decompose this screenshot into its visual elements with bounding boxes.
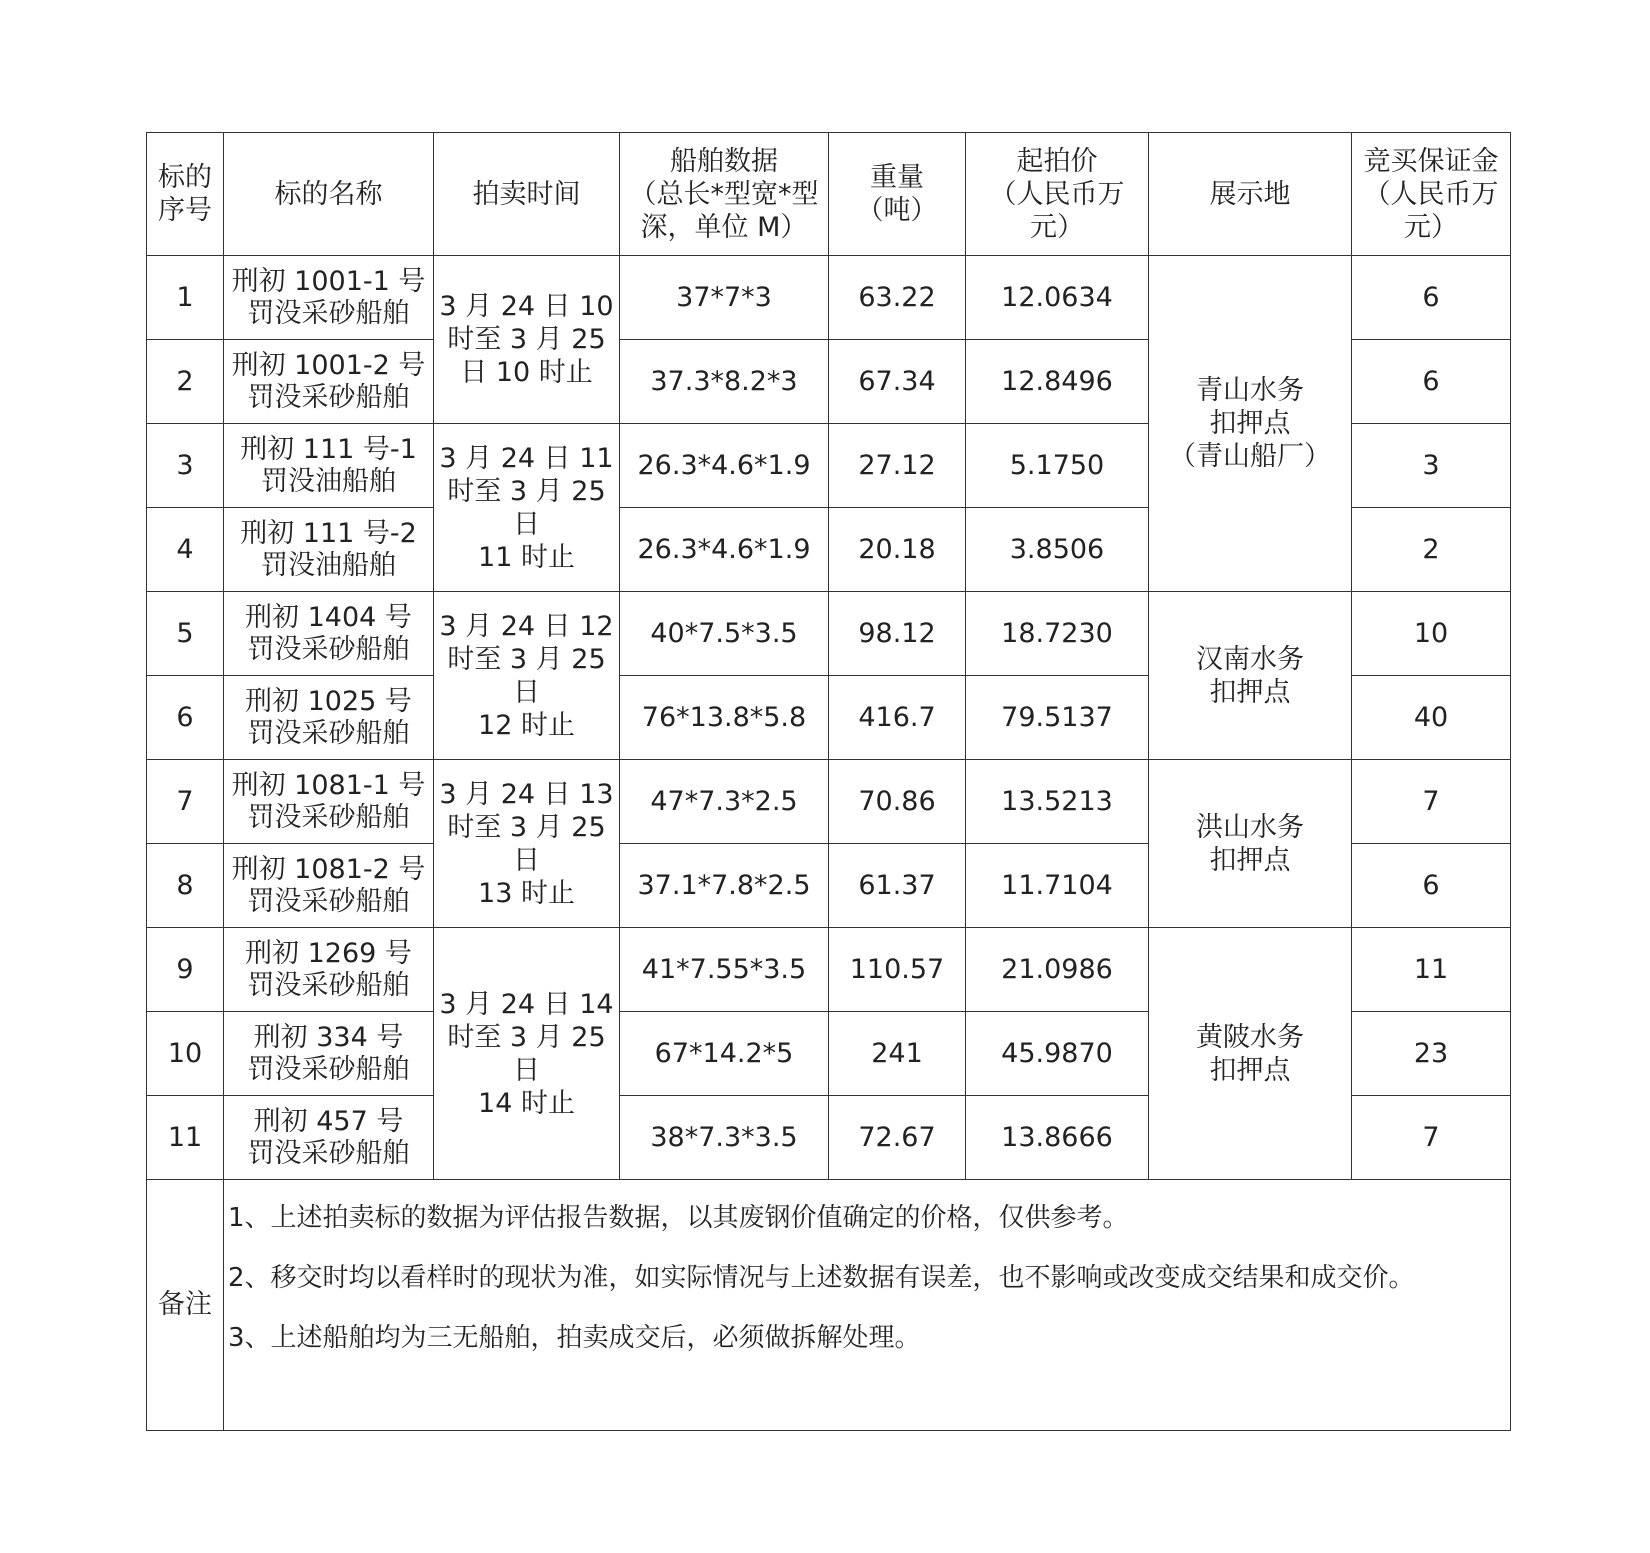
cell-display-place: 青山水务 扣押点 （青山船厂）	[1149, 256, 1352, 592]
cell-name: 刑初 1081-2 号 罚没采砂船舶	[224, 844, 434, 928]
cell-deposit: 2	[1352, 508, 1511, 592]
cell-start-price: 13.8666	[966, 1096, 1149, 1180]
cell-seq: 3	[147, 424, 224, 508]
cell-name: 刑初 1001-2 号 罚没采砂船舶	[224, 340, 434, 424]
cell-auction-time: 3 月 24 日 14 时至 3 月 25 日 14 时止	[434, 928, 620, 1180]
cell-seq: 4	[147, 508, 224, 592]
table-row	[147, 928, 1511, 1012]
auction-table	[146, 132, 1511, 1431]
note-item: 2、移交时均以看样时的现状为准，如实际情况与上述数据有误差，也不影响或改变成交结果和成交价。	[228, 1263, 1415, 1293]
cell-seq: 2	[147, 340, 224, 424]
header-row	[147, 133, 1511, 256]
cell-ship-data: 37*7*3	[620, 256, 829, 340]
notes-content	[224, 1180, 1511, 1431]
header-display-place: 展示地	[1149, 133, 1352, 256]
cell-deposit: 11	[1352, 928, 1511, 1012]
cell-seq: 1	[147, 256, 224, 340]
header-time: 拍卖时间	[434, 133, 620, 256]
cell-deposit: 40	[1352, 676, 1511, 760]
header-name: 标的名称	[224, 133, 434, 256]
cell-deposit: 7	[1352, 1096, 1511, 1180]
cell-seq: 11	[147, 1096, 224, 1180]
cell-display-place: 洪山水务 扣押点	[1149, 760, 1352, 928]
cell-start-price: 13.5213	[966, 760, 1149, 844]
cell-name: 刑初 1404 号 罚没采砂船舶	[224, 592, 434, 676]
cell-ship-data: 26.3*4.6*1.9	[620, 508, 829, 592]
header-start-price: 起拍价 （人民币万 元）	[966, 133, 1149, 256]
cell-start-price: 5.1750	[966, 424, 1149, 508]
cell-deposit: 23	[1352, 1012, 1511, 1096]
cell-name: 刑初 457 号 罚没采砂船舶	[224, 1096, 434, 1180]
table-row	[147, 256, 1511, 340]
cell-weight: 67.34	[829, 340, 966, 424]
cell-name: 刑初 1001-1 号 罚没采砂船舶	[224, 256, 434, 340]
header-deposit: 竞买保证金 （人民币万 元）	[1352, 133, 1511, 256]
note-item: 1、上述拍卖标的数据为评估报告数据，以其废钢价值确定的价格，仅供参考。	[228, 1203, 1129, 1233]
cell-start-price: 3.8506	[966, 508, 1149, 592]
cell-auction-time: 3 月 24 日 11 时至 3 月 25 日 11 时止	[434, 424, 620, 592]
cell-seq: 5	[147, 592, 224, 676]
cell-weight: 27.12	[829, 424, 966, 508]
cell-name: 刑初 111 号-2 罚没油船舶	[224, 508, 434, 592]
cell-name: 刑初 334 号 罚没采砂船舶	[224, 1012, 434, 1096]
cell-ship-data: 37.3*8.2*3	[620, 340, 829, 424]
cell-seq: 9	[147, 928, 224, 1012]
notes-label: 备注	[147, 1180, 224, 1431]
cell-ship-data: 47*7.3*2.5	[620, 760, 829, 844]
header-weight: 重量 （吨）	[829, 133, 966, 256]
cell-ship-data: 26.3*4.6*1.9	[620, 424, 829, 508]
cell-weight: 61.37	[829, 844, 966, 928]
cell-seq: 10	[147, 1012, 224, 1096]
cell-start-price: 12.0634	[966, 256, 1149, 340]
cell-weight: 70.86	[829, 760, 966, 844]
cell-name: 刑初 1081-1 号 罚没采砂船舶	[224, 760, 434, 844]
cell-weight: 72.67	[829, 1096, 966, 1180]
cell-name: 刑初 1025 号 罚没采砂船舶	[224, 676, 434, 760]
cell-display-place: 黄陂水务 扣押点	[1149, 928, 1352, 1180]
cell-deposit: 7	[1352, 760, 1511, 844]
table-row	[147, 760, 1511, 844]
cell-seq: 7	[147, 760, 224, 844]
table-row	[147, 592, 1511, 676]
cell-seq: 8	[147, 844, 224, 928]
cell-name: 刑初 111 号-1 罚没油船舶	[224, 424, 434, 508]
cell-deposit: 6	[1352, 340, 1511, 424]
cell-start-price: 18.7230	[966, 592, 1149, 676]
cell-display-place: 汉南水务 扣押点	[1149, 592, 1352, 760]
cell-deposit: 10	[1352, 592, 1511, 676]
cell-ship-data: 40*7.5*3.5	[620, 592, 829, 676]
notes-row	[147, 1180, 1511, 1431]
cell-auction-time: 3 月 24 日 12 时至 3 月 25 日 12 时止	[434, 592, 620, 760]
cell-ship-data: 67*14.2*5	[620, 1012, 829, 1096]
header-seq: 标的 序号	[147, 133, 224, 256]
cell-deposit: 3	[1352, 424, 1511, 508]
cell-weight: 63.22	[829, 256, 966, 340]
cell-auction-time: 3 月 24 日 13 时至 3 月 25 日 13 时止	[434, 760, 620, 928]
cell-weight: 241	[829, 1012, 966, 1096]
cell-start-price: 79.5137	[966, 676, 1149, 760]
cell-name: 刑初 1269 号 罚没采砂船舶	[224, 928, 434, 1012]
cell-ship-data: 38*7.3*3.5	[620, 1096, 829, 1180]
header-ship-data: 船舶数据 （总长*型宽*型 深，单位 M）	[620, 133, 829, 256]
cell-deposit: 6	[1352, 256, 1511, 340]
cell-weight: 20.18	[829, 508, 966, 592]
cell-weight: 98.12	[829, 592, 966, 676]
cell-start-price: 11.7104	[966, 844, 1149, 928]
cell-deposit: 6	[1352, 844, 1511, 928]
cell-weight: 110.57	[829, 928, 966, 1012]
cell-start-price: 12.8496	[966, 340, 1149, 424]
cell-start-price: 45.9870	[966, 1012, 1149, 1096]
cell-ship-data: 76*13.8*5.8	[620, 676, 829, 760]
cell-start-price: 21.0986	[966, 928, 1149, 1012]
cell-weight: 416.7	[829, 676, 966, 760]
cell-ship-data: 41*7.55*3.5	[620, 928, 829, 1012]
cell-auction-time: 3 月 24 日 10 时至 3 月 25 日 10 时止	[434, 256, 620, 424]
note-item: 3、上述船舶均为三无船舶，拍卖成交后，必须做拆解处理。	[228, 1323, 921, 1353]
cell-ship-data: 37.1*7.8*2.5	[620, 844, 829, 928]
cell-seq: 6	[147, 676, 224, 760]
